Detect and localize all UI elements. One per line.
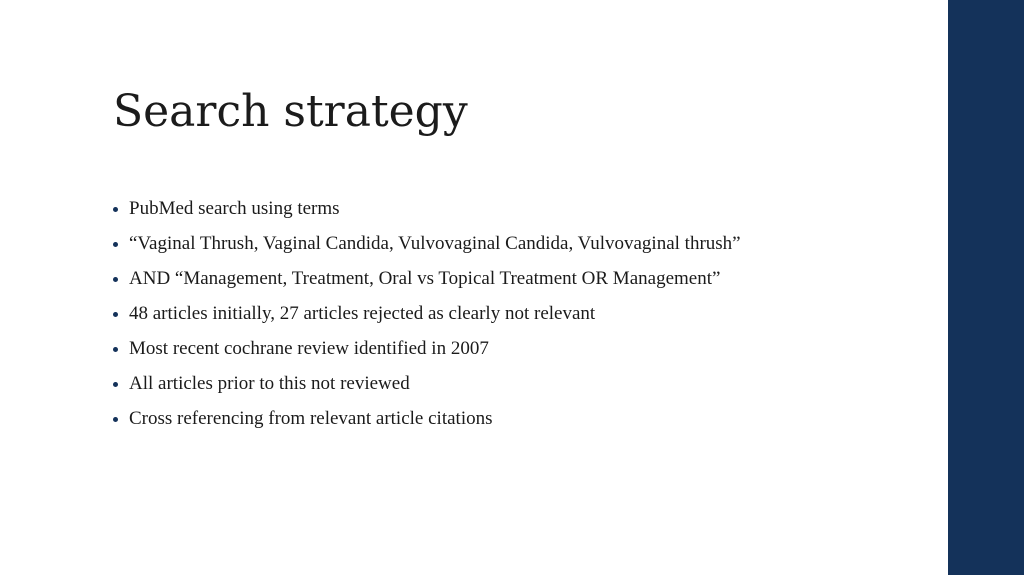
bullet-item — [113, 303, 813, 325]
bullet-dot-icon — [113, 347, 118, 352]
bullet-text: 48 articles initially, 27 articles rejected as clearly not relevant — [129, 303, 596, 324]
bullet-item — [113, 373, 813, 395]
bullet-dot-icon — [113, 417, 118, 422]
bullet-item — [113, 198, 813, 220]
bullet-dot-icon — [113, 382, 118, 387]
bullet-text: PubMed search using terms — [129, 198, 340, 219]
accent-side-bar — [948, 0, 1024, 575]
bullet-dot-icon — [113, 207, 118, 212]
bullet-text: Most recent cochrane review identified in 2007 — [129, 338, 489, 359]
slide-title: Search strategy — [113, 86, 468, 137]
bullet-text: All articles prior to this not reviewed — [129, 373, 410, 394]
bullet-dot-icon — [113, 242, 118, 247]
bullet-item — [113, 408, 813, 430]
bullet-item — [113, 268, 813, 290]
bullet-item — [113, 233, 813, 255]
bullet-dot-icon — [113, 277, 118, 282]
bullet-text: Cross referencing from relevant article citations — [129, 408, 493, 429]
bullet-text: AND “Management, Treatment, Oral vs Topical Treatment OR Management” — [129, 268, 721, 289]
bullet-item — [113, 338, 813, 360]
bullet-text: “Vaginal Thrush, Vaginal Candida, Vulvovaginal Candida, Vulvovaginal thrush” — [129, 233, 741, 254]
bullet-dot-icon — [113, 312, 118, 317]
bullet-list — [113, 198, 813, 443]
